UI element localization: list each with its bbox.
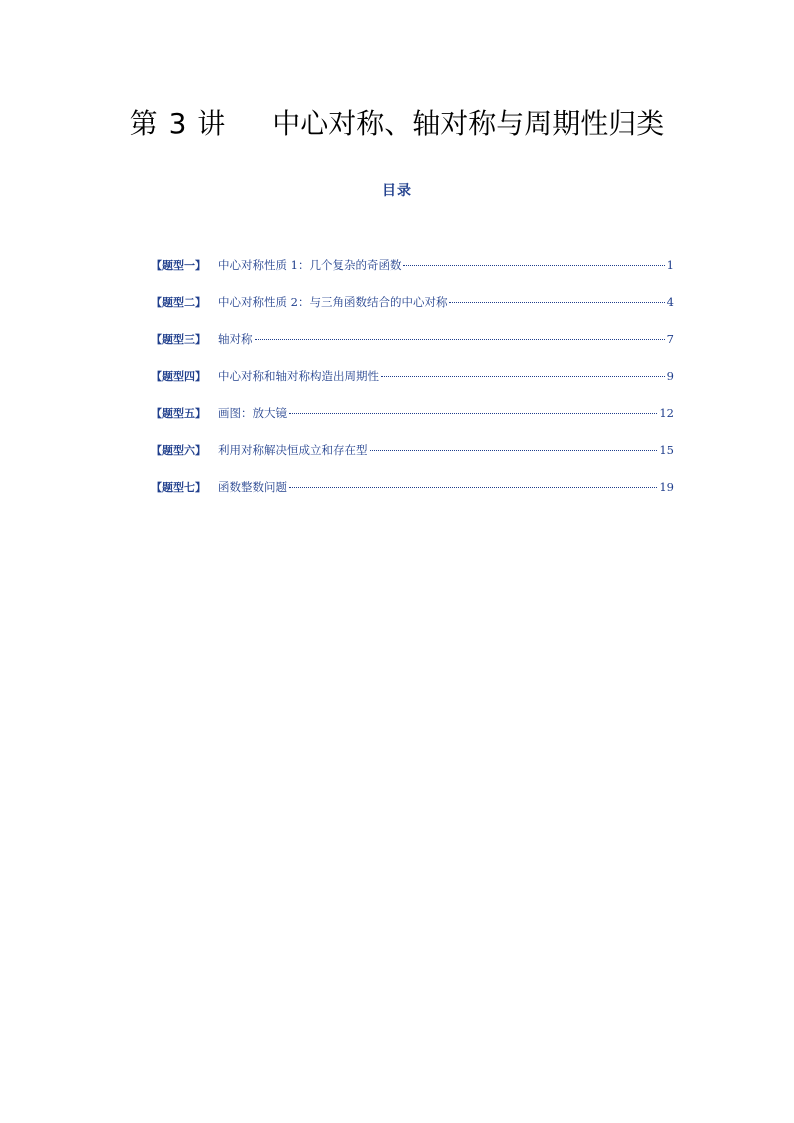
toc-entry-page: 19 <box>659 480 674 494</box>
toc-entry-text: 中心对称和轴对称构造出周期性 <box>218 369 379 383</box>
toc-dot-leader <box>381 376 665 377</box>
toc-entry-1[interactable] <box>151 256 674 293</box>
toc-dot-leader <box>289 413 657 414</box>
toc-entry-tag: 【题型七】 <box>151 481 206 494</box>
toc-dot-leader <box>289 487 657 488</box>
toc-entry-3[interactable] <box>151 330 674 367</box>
toc-entry-7[interactable] <box>151 478 674 515</box>
toc-dot-leader <box>403 265 664 266</box>
toc-dot-leader <box>449 302 664 303</box>
toc-entry-text: 中心对称性质 2：与三角函数结合的中心对称 <box>218 295 448 309</box>
toc-entry-page: 15 <box>659 443 674 457</box>
lecture-title: 中心对称、轴对称与周期性归类 <box>272 107 665 140</box>
toc-entry-page: 1 <box>666 258 674 272</box>
page-title <box>0 104 794 144</box>
table-of-contents <box>151 256 674 515</box>
toc-entry-page: 9 <box>666 369 674 383</box>
toc-entry-4[interactable] <box>151 367 674 404</box>
toc-entry-tag: 【题型四】 <box>151 370 206 383</box>
toc-dot-leader <box>255 339 665 340</box>
toc-entry-tag: 【题型三】 <box>151 333 206 346</box>
toc-entry-5[interactable] <box>151 404 674 441</box>
toc-entry-page: 7 <box>666 332 674 346</box>
toc-entry-6[interactable] <box>151 441 674 478</box>
lecture-number: 第 3 讲 <box>129 107 227 140</box>
toc-entry-text: 利用对称解决恒成立和存在型 <box>218 443 368 457</box>
toc-heading: 目录 <box>382 183 412 199</box>
toc-entry-page: 12 <box>659 406 674 420</box>
toc-entry-tag: 【题型一】 <box>151 259 206 272</box>
toc-entry-page: 4 <box>666 295 674 309</box>
toc-entry-2[interactable] <box>151 293 674 330</box>
toc-entry-text: 画图：放大镜 <box>218 406 287 420</box>
toc-dot-leader <box>370 450 658 451</box>
toc-entry-tag: 【题型二】 <box>151 296 206 309</box>
toc-entry-tag: 【题型五】 <box>151 407 206 420</box>
toc-entry-text: 轴对称 <box>218 332 253 346</box>
toc-entry-tag: 【题型六】 <box>151 444 206 457</box>
toc-entry-text: 中心对称性质 1：几个复杂的奇函数 <box>218 258 402 272</box>
toc-entry-text: 函数整数问题 <box>218 480 287 494</box>
